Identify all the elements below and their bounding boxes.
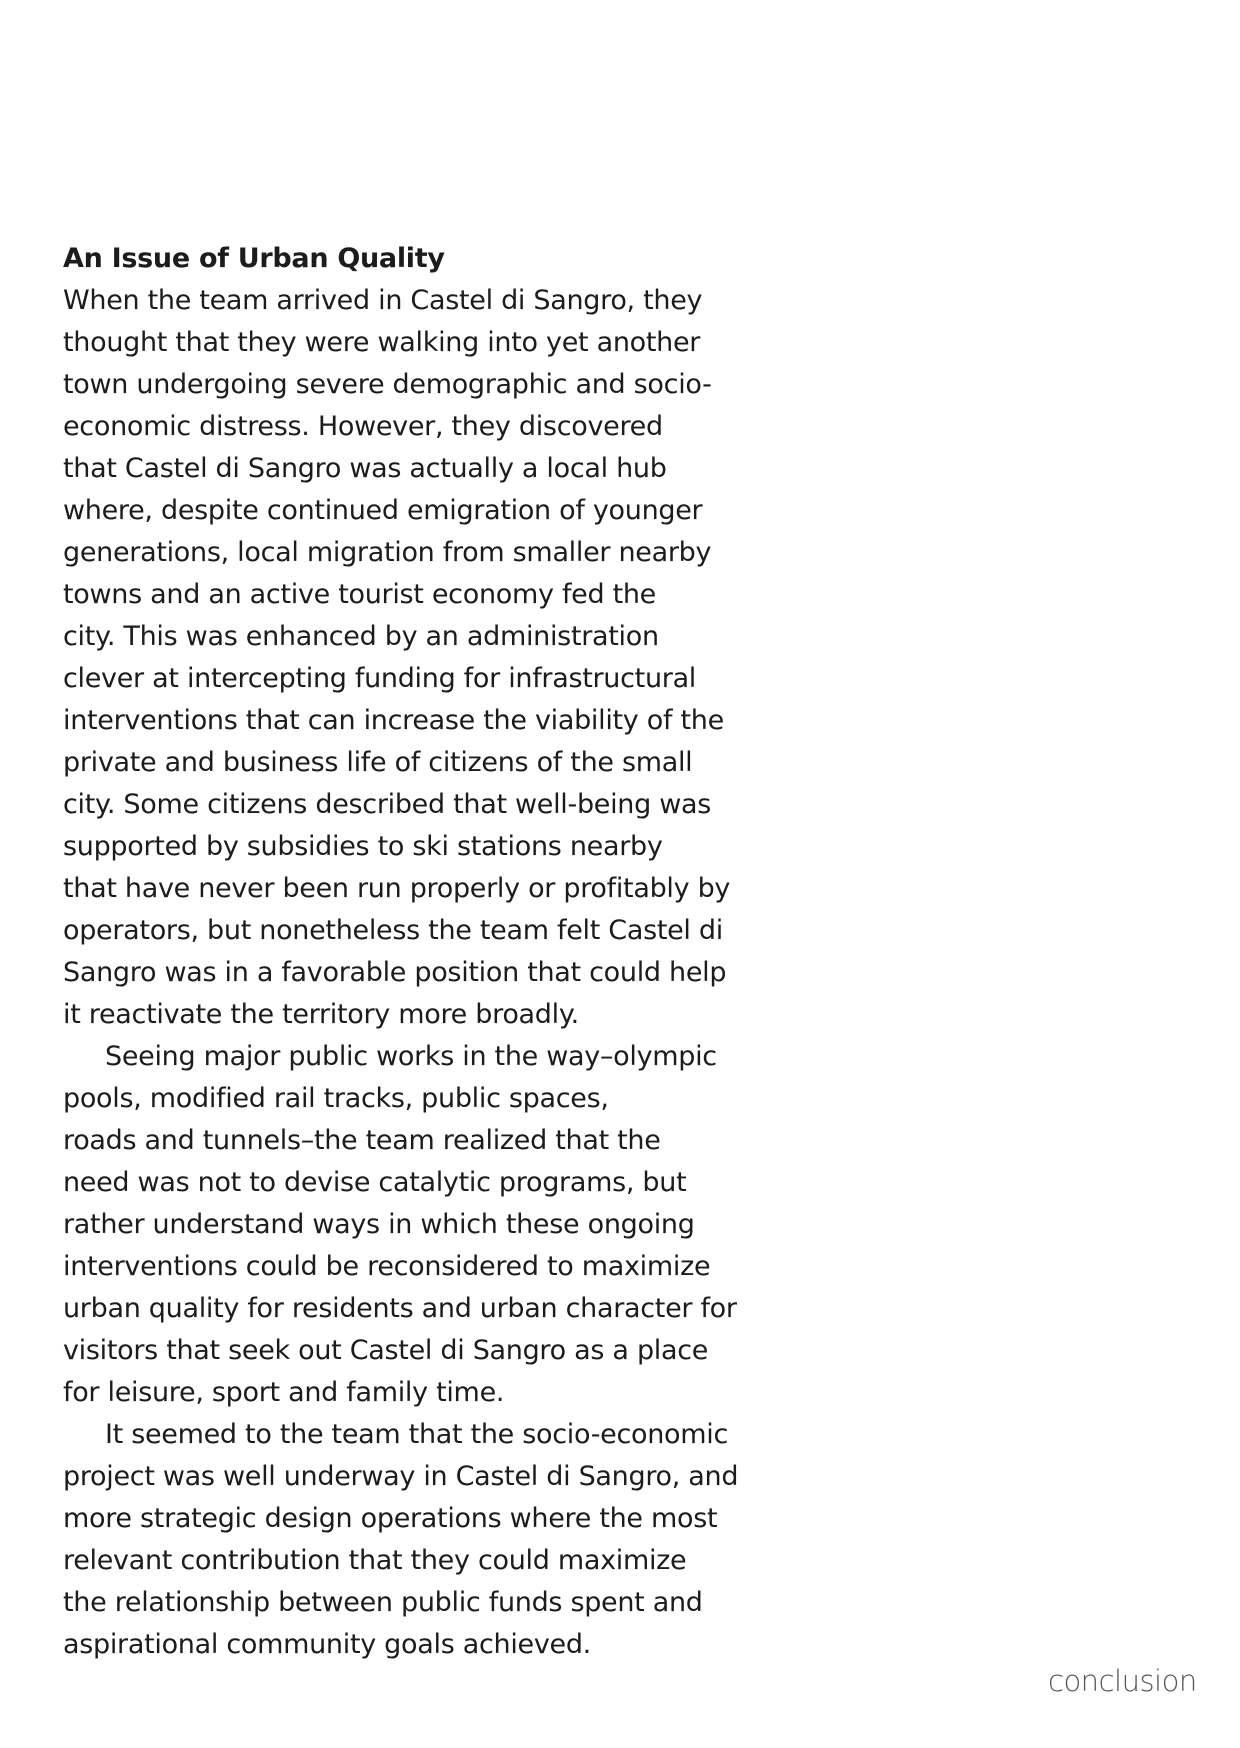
text-line: Seeing major public works in the way–olympic [105,1041,717,1072]
text-line: operators, but nonetheless the team felt Castel di [63,915,723,946]
text-line: roads and tunnels–the team realized that the [63,1125,661,1156]
text-line: need was not to devise catalytic programs, but [63,1167,687,1198]
text-line: for leisure, sport and family time. [63,1377,505,1408]
text-line: towns and an active tourist economy fed the [63,579,656,610]
text-line: relevant contribution that they could maximize [63,1545,687,1576]
paragraph [63,1036,823,1414]
text-line: economic distress. However, they discovered [63,411,663,442]
text-line: city. Some citizens described that well-being was [63,789,712,820]
text-line: private and business life of citizens of the small [63,747,693,778]
text-line: rather understand ways in which these ongoing [63,1209,695,1240]
text-line: project was well underway in Castel di Sangro, and [63,1461,739,1492]
text-line: that have never been run properly or profitably by [63,873,731,904]
text-line: generations, local migration from smaller nearby [63,537,712,568]
section-footer-label: conclusion [1048,1664,1197,1698]
text-line: town undergoing severe demographic and socio- [63,369,712,400]
text-line: more strategic design operations where the most [63,1503,718,1534]
paragraph [63,280,823,1036]
text-line: pools, modified rail tracks, public spaces, [63,1083,609,1114]
text-line: interventions that can increase the viability of the [63,705,724,736]
text-line: supported by subsidies to ski stations nearby [63,831,663,862]
text-line: aspirational community goals achieved. [63,1629,591,1660]
paragraph [63,1414,823,1666]
article-body [63,238,823,1666]
text-line: the relationship between public funds spent and [63,1587,703,1618]
text-line: clever at intercepting funding for infrastructural [63,663,697,694]
text-line: urban quality for residents and urban character for [63,1293,737,1324]
text-line: It seemed to the team that the socio-economic [105,1419,729,1450]
text-line: visitors that seek out Castel di Sangro as a place [63,1335,709,1366]
text-line: where, despite continued emigration of younger [63,495,703,526]
text-line: Sangro was in a favorable position that could help [63,957,727,988]
text-line: interventions could be reconsidered to maximize [63,1251,711,1282]
text-line: that Castel di Sangro was actually a local hub [63,453,667,484]
text-line: city. This was enhanced by an administration [63,621,659,652]
section-heading: An Issue of Urban Quality [63,243,445,274]
text-line: When the team arrived in Castel di Sangro, they [63,285,703,316]
text-line: thought that they were walking into yet another [63,327,701,358]
article-paragraphs [63,280,823,1666]
text-line: it reactivate the territory more broadly. [63,999,579,1030]
